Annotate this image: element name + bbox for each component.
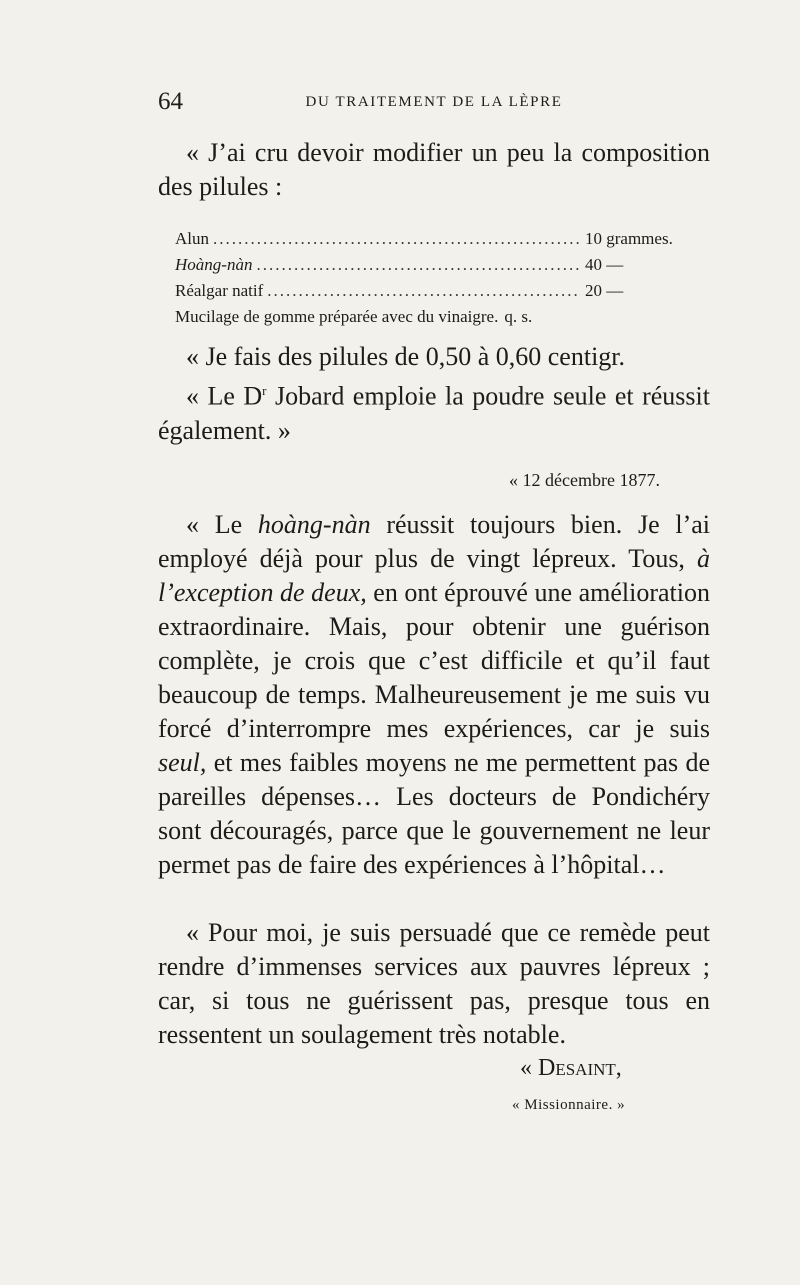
closing-paragraph [158,916,710,1052]
running-head: DU TRAITEMENT DE LA LÈPRE [305,94,563,110]
jobard-text: « Le $D^r$ Jobard emploie la poudre seule et réussit également. » [158,381,710,445]
ingredient-quantity: 40 — [585,255,624,274]
ingredient-name: Réalgar natif [175,281,264,300]
pills-paragraph [158,340,710,374]
main-paragraph [158,508,710,882]
main-text: « Le hoàng-nàn réussit toujours bien. Je l’ai employé déjà pour plus de vingt lépreux. Tous, à l’exception de deux, en ont éprouvé une amélioration extraordinaire. Mais, pour obtenir une guérison complète, je crois que c’est difficile et qu’il faut beaucoup de temps. Malheureusement je me suis vu forcé d’interrompre mes expériences, car je suis seul, et mes faibles moyens ne me permettent pas de pareilles dépenses… Les docteurs de Pondichéry sont découragés, parce que le gouvernement ne leur permet pas de faire des expériences à l’hôpital… [158,510,710,879]
letter-date: « 12 décembre 1877. [509,470,660,490]
ingredient-quantity: 10 grammes. [585,229,673,248]
jobard-paragraph [158,374,710,448]
ingredient-name: Alun [175,229,209,248]
intro-paragraph [158,136,710,204]
signature-name: « Desaint, [520,1055,622,1081]
ingredient-quantity: q. s. [504,307,533,326]
ingredient-name: Mucilage de gomme préparée avec du vinaigre. [175,307,499,326]
recipe-row [175,226,695,252]
page-number: 64 [158,88,183,115]
ingredient-quantity: 20 — [585,281,624,300]
recipe-row [175,252,695,278]
signature-title: « Missionnaire. » [512,1097,626,1113]
leader-dots [256,252,581,278]
recipe-row [175,278,695,304]
intro-text: « J’ai cru devoir modifier un peu la composition des pilules : [158,138,710,201]
recipe-row [175,304,695,330]
ingredient-name: Hoàng-nàn [175,255,253,274]
leader-dots [267,278,581,304]
leader-dots [213,226,581,252]
closing-text: « Pour moi, je suis persuadé que ce remède peut rendre d’immenses services aux pauvres lépreux ; car, si tous ne guérissent pas, presque tous en ressentent un soulagement très notable. [158,918,710,1049]
page-header [158,88,710,118]
pills-text: « Je fais des pilules de 0,50 à 0,60 centigr. [186,342,626,371]
recipe-table [175,226,695,330]
